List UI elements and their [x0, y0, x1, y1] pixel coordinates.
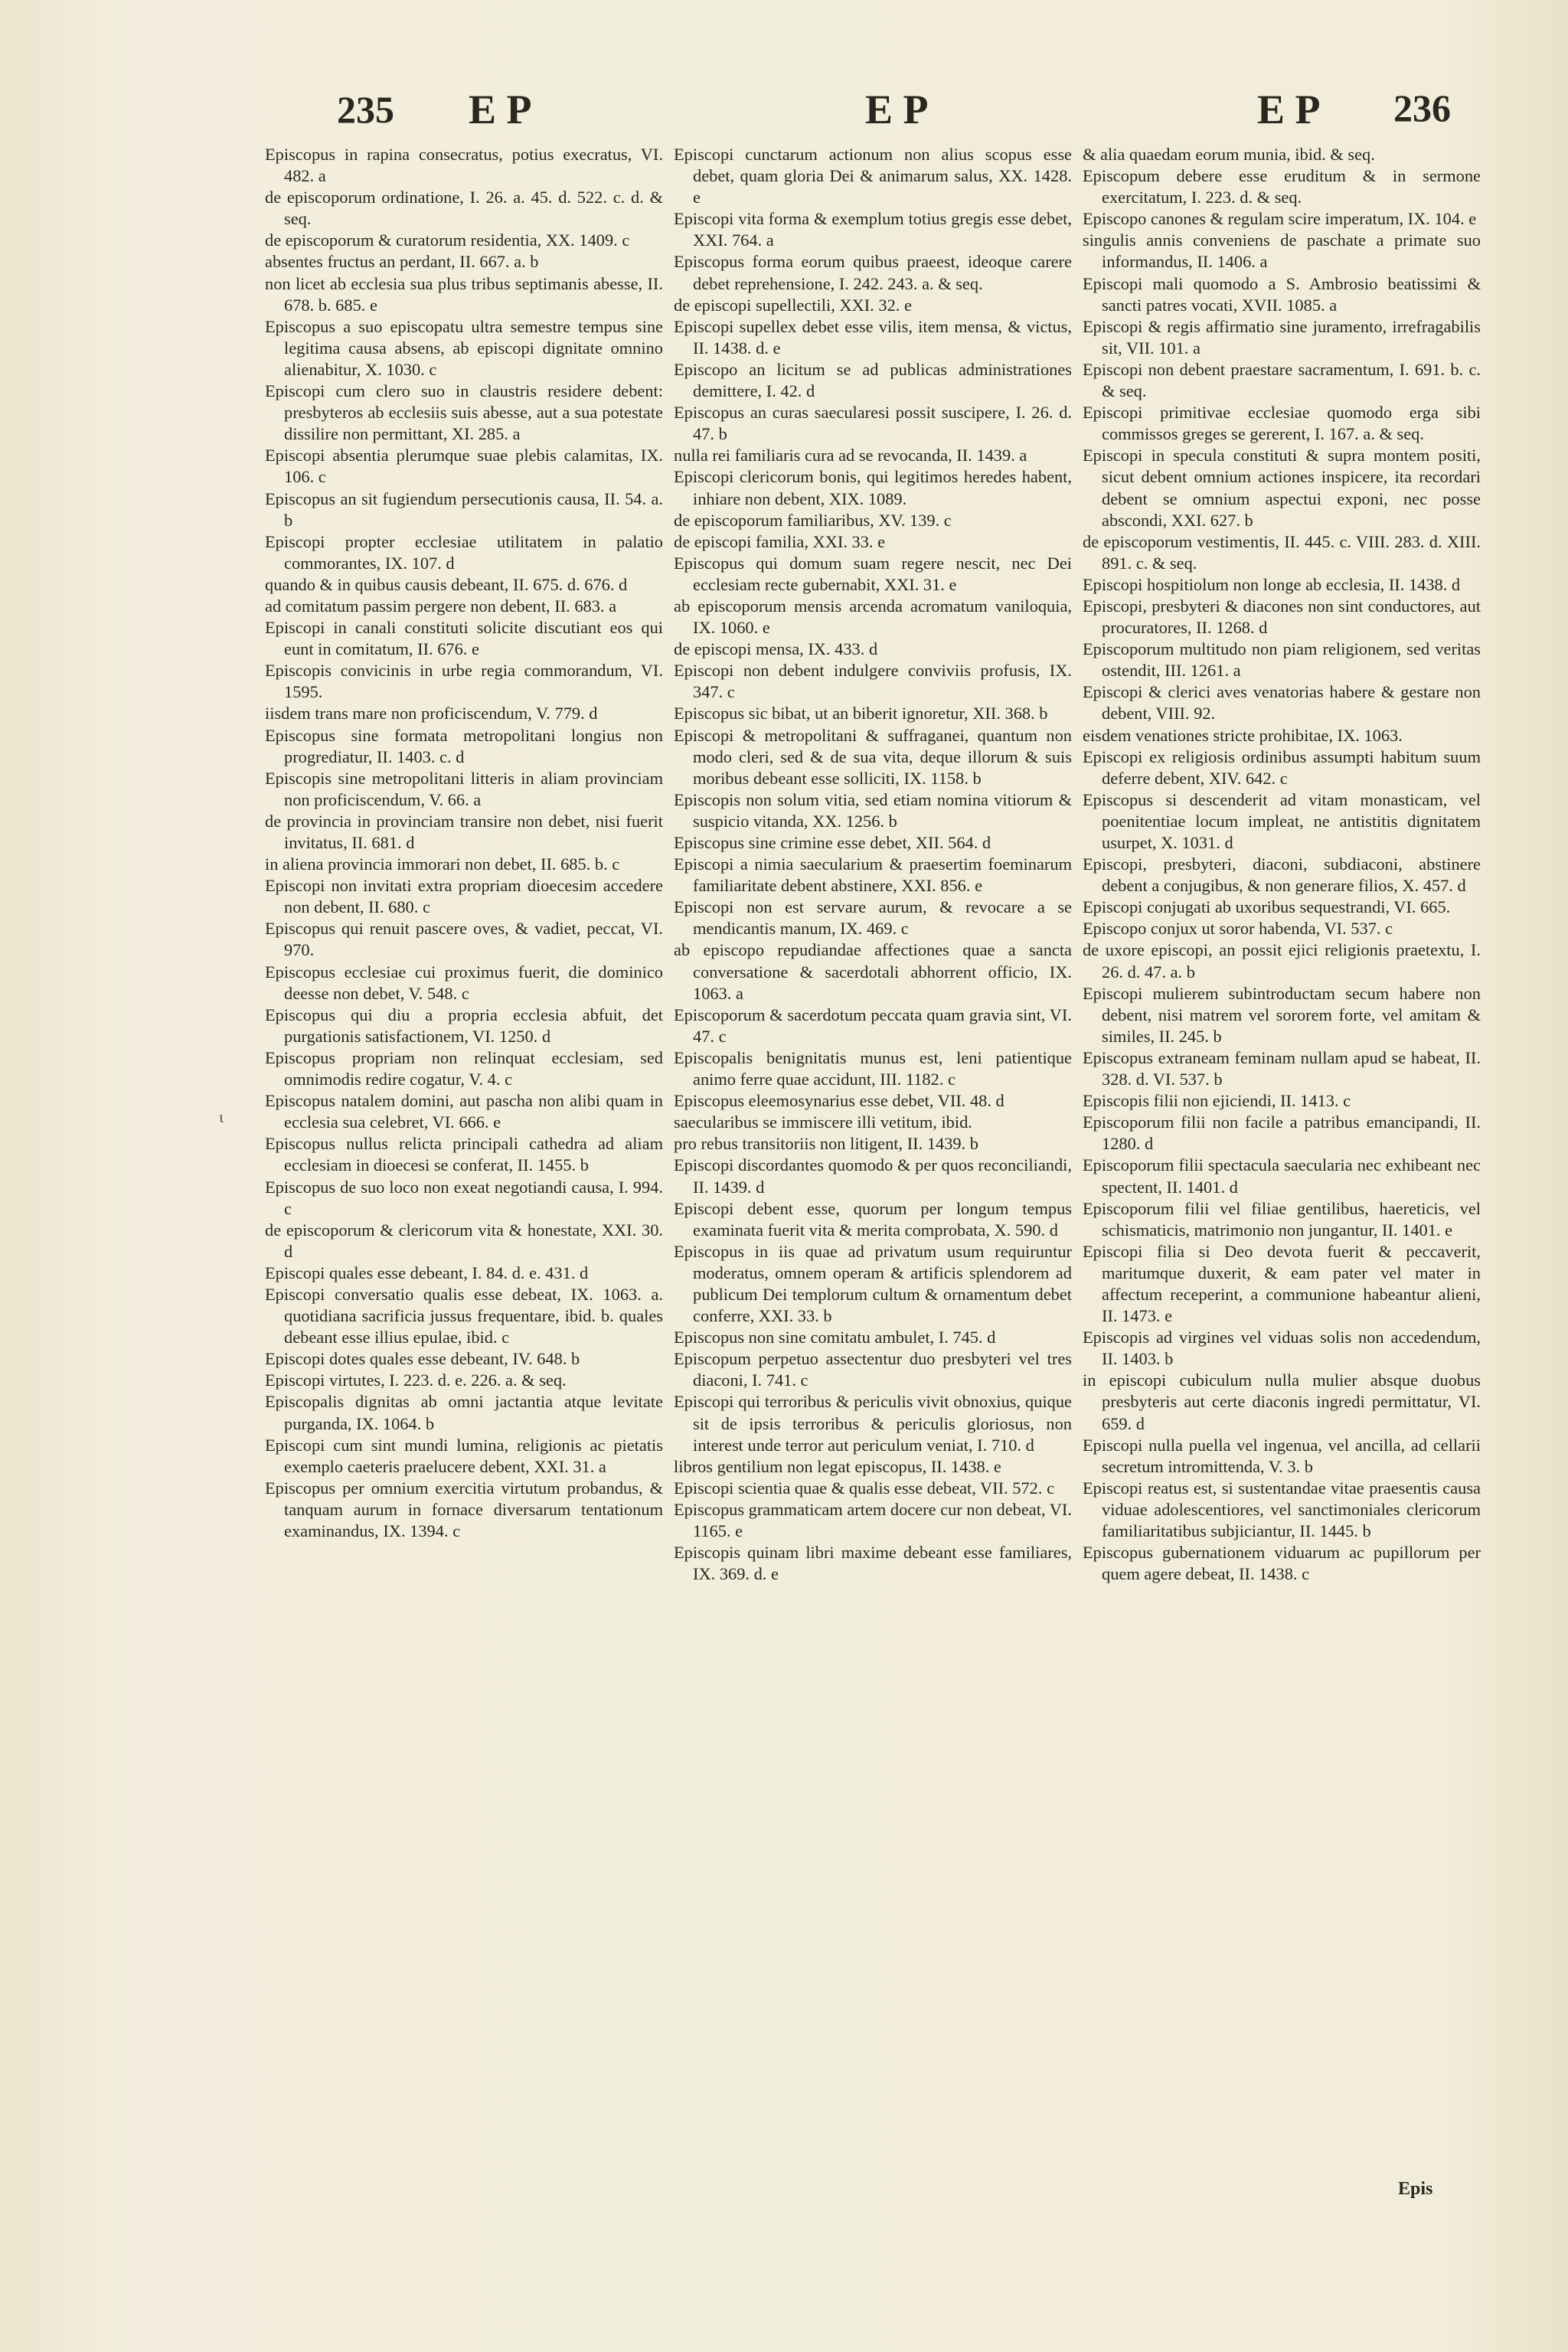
index-entry: Episcopi primitivae ecclesiae quomodo erga sibi commissos greges se gererent, I. 167. a. & seq.	[1083, 403, 1481, 444]
index-entry: Episcopi non debent praestare sacramentum, I. 691. b. c. & seq.	[1083, 359, 1481, 401]
index-entry: de episcoporum ordinatione, I. 26. a. 45. d. 522. c. d. & seq.	[265, 188, 663, 229]
index-entry: Episcopi propter ecclesiae utilitatem in palatio commorantes, IX. 107. d	[265, 531, 663, 573]
index-entry: Episcopi vita forma & exemplum totius gregis esse debet, XXI. 764. a	[674, 209, 1072, 250]
index-entry: Episcopi & clerici aves venatorias habere & gestare non debent, VIII. 92.	[1083, 682, 1481, 724]
index-entry: ab episcoporum mensis arcenda acromatum vaniloquia, IX. 1060. e	[674, 596, 1072, 638]
index-entry: Episcopus non sine comitatu ambulet, I. 745. d	[674, 1328, 996, 1348]
index-entry: Episcopi scientia quae & qualis esse debeat, VII. 572. c	[674, 1478, 1055, 1498]
index-entry: Episcopus sic bibat, ut an biberit ignoretur, XII. 368. b	[674, 704, 1048, 724]
index-entry: Episcopi ex religiosis ordinibus assumpti habitum suum deferre debent, XIV. 642. c	[1083, 746, 1481, 788]
page-number-left: 235	[337, 88, 394, 131]
index-entry: Episcopis filii non ejiciendi, II. 1413. c	[1083, 1091, 1351, 1111]
headword-left: E P	[469, 87, 532, 132]
index-entry: Episcopus an sit fugiendum persecutionis causa, II. 54. a. b	[265, 488, 663, 530]
index-entry: Episcopi qui terroribus & periculis vivit obnoxius, quique sit de ipsis terroribus & periculis gloriosus, non interest unde terror aut periculum veniat, I. 710. d	[674, 1392, 1072, 1455]
index-entry: Episcopus sine crimine esse debet, XII. 564. d	[674, 833, 991, 852]
index-entry: quando & in quibus causis debeant, II. 675. d. 676. d	[265, 574, 628, 594]
index-entry: Episcopi mulierem subintroductam secum habere non debent, nisi matrem vel sororem forte, vel amitam & similes, II. 245. b	[1083, 983, 1481, 1046]
index-entry: singulis annis conveniens de paschate a primate suo informandus, II. 1406. a	[1083, 230, 1481, 272]
index-entry: Episcopi cum sint mundi lumina, religionis ac pietatis exemplo caeteris praelucere debent, XXI. 31. a	[265, 1435, 663, 1476]
index-entry: Episcopi dotes quales esse debeant, IV. 648. b	[265, 1349, 580, 1369]
index-entry: Episcopus grammaticam artem docere cur non debeat, VI. 1165. e	[674, 1499, 1072, 1540]
index-entry: Episcopi mali quomodo a S. Ambrosio beatissimi & sancti patres vocati, XVII. 1085. a	[1083, 273, 1481, 315]
index-entry: Episcopus gubernationem viduarum ac pupillorum per quem agere debeat, II. 1438. c	[1083, 1543, 1481, 1584]
index-entry: Episcopi a nimia saecularium & praesertim foeminarum familiaritate debent abstinere, XXI. 856. e	[674, 854, 1072, 896]
index-entry: non licet ab ecclesia sua plus tribus septimanis abesse, II. 678. b. 685. e	[265, 273, 663, 315]
index-entry: de provincia in provinciam transire non debet, nisi fuerit invitatus, II. 681. d	[265, 811, 663, 852]
index-entry: in episcopi cubiculum nulla mulier absque duobus presbyteris aut certe diaconis ingredi permittatur, VI. 659. d	[1083, 1370, 1481, 1433]
index-entry: ab episcopo repudiandae affectiones quae a sancta conversatione & sacerdotali abhorrent officio, IX. 1063. a	[674, 940, 1072, 1003]
index-entry: Episcopi & regis affirmatio sine juramento, irrefragabilis sit, VII. 101. a	[1083, 316, 1481, 358]
index-entry: Episcopi & metropolitani & suffraganei, quantum non modo cleri, sed & de sua vita, deque illorum & suis moribus debeant esse solliciti, IX. 1158. b	[674, 725, 1072, 788]
index-entry: Episcopi non debent indulgere conviviis profusis, IX. 347. c	[674, 661, 1072, 702]
index-entry: Episcoporum filii spectacula saecularia nec exhibeant nec spectent, II. 1401. d	[1083, 1155, 1481, 1197]
index-entry: ad comitatum passim pergere non debent, II. 683. a	[265, 596, 617, 616]
index-entry: iisdem trans mare non proficiscendum, V. 779. d	[265, 704, 598, 724]
index-entry: Episcopus in iis quae ad privatum usum requiruntur moderatus, omnem operam & artificis splendorem ad publicum Dei templorum cultum & ornamentum debet conferre, XXI. 33. b	[674, 1241, 1072, 1326]
index-entry: Episcopus qui renuit pascere oves, & vadiet, peccat, VI. 970.	[265, 919, 663, 960]
index-entry: de episcoporum & clericorum vita & honestate, XXI. 30. d	[265, 1220, 663, 1261]
index-entry: Episcopis quinam libri maxime debeant esse familiares, IX. 369. d. e	[674, 1543, 1072, 1584]
index-entry: Episcopi conversatio qualis esse debeat, IX. 1063. a. quotidiana sacrificia jussus frequentare, ibid. b. quales debeant esse illius epulae, ibid. c	[265, 1284, 663, 1348]
margin-mark: ι	[219, 1107, 224, 1126]
index-entry: Episcopus in rapina consecratus, potius execratus, VI. 482. a	[265, 145, 663, 186]
index-entry: Episcopi supellex debet esse vilis, item mensa, & victus, II. 1438. d. e	[674, 316, 1072, 358]
index-entry: Episcopus qui diu a propria ecclesia abfuit, det purgationis satisfactionem, VI. 1250. d	[265, 1004, 663, 1046]
index-entry: Episcopis ad virgines vel viduas solis non accedendum, II. 1403. b	[1083, 1328, 1481, 1369]
index-entry: de episcopi familia, XXI. 33. e	[674, 531, 886, 551]
index-entry: absentes fructus an perdant, II. 667. a. b	[265, 252, 539, 272]
index-entry: in aliena provincia immorari non debet, II. 685. b. c	[265, 854, 620, 874]
index-entry: pro rebus transitoriis non litigent, II. 1439. b	[674, 1134, 979, 1154]
index-entry: Episcopi, presbyteri, diaconi, subdiaconi, abstinere debent a conjugibus, & non generare filios, X. 457. d	[1083, 854, 1481, 896]
index-entry: Episcopus a suo episcopatu ultra semestre tempus sine legitima causa absens, ab episcopi dignitate omnino alienabitur, X. 1030. c	[265, 316, 663, 379]
index-entry: Episcopi hospitiolum non longe ab ecclesia, II. 1438. d	[1083, 574, 1461, 594]
index-entry: Episcopus sine formata metropolitani longius non progrediatur, II. 1403. c. d	[265, 725, 663, 766]
headword-center: E P	[865, 87, 929, 132]
page-number-right: 236	[1393, 87, 1451, 129]
index-entry: Episcopalis dignitas ab omni jactantia atque levitate purganda, IX. 1064. b	[265, 1392, 663, 1433]
index-column-2	[674, 144, 1072, 1585]
index-entry: Episcopis non solum vitia, sed etiam nomina vitiorum & suspicio vitanda, XX. 1256. b	[674, 789, 1072, 831]
index-entry: Episcopis convicinis in urbe regia commorandum, VI. 1595.	[265, 661, 663, 702]
index-entry: Episcopum debere esse eruditum & in sermone exercitatum, I. 223. d. & seq.	[1083, 166, 1481, 207]
index-entry: Episcopi virtutes, I. 223. d. e. 226. a. & seq.	[265, 1370, 567, 1390]
index-entry: & alia quaedam eorum munia, ibid. & seq.	[1083, 145, 1375, 164]
index-entry: Episcopi reatus est, si sustentandae vitae praesentis causa viduae adolescentiores, vel sanctimoniales clericorum familiaritatibus subjiciantur, II. 1445. b	[1083, 1478, 1481, 1540]
index-entry: de episcoporum vestimentis, II. 445. c. VIII. 283. d. XIII. 891. c. & seq.	[1083, 531, 1481, 573]
index-entry: Episcopi non est servare aurum, & revocare a se mendicantis manum, IX. 469. c	[674, 897, 1072, 939]
index-entry: Episcopus extraneam feminam nullam apud se habeat, II. 328. d. VI. 537. b	[1083, 1047, 1481, 1089]
index-entry: Episcoporum multitudo non piam religionem, sed veritas ostendit, III. 1261. a	[1083, 639, 1481, 681]
index-entry: libros gentilium non legat episcopus, II. 1438. e	[674, 1456, 1001, 1476]
index-entry: Episcopi quales esse debeant, I. 84. d. e. 431. d	[265, 1263, 589, 1282]
index-entry: Episcopus qui domum suam regere nescit, nec Dei ecclesiam recte gubernabit, XXI. 31. e	[674, 553, 1072, 594]
index-entry: Episcopis sine metropolitani litteris in aliam provinciam non proficiscendum, V. 66. a	[265, 768, 663, 809]
index-entry: Episcopi nulla puella vel ingenua, vel ancilla, ad cellarii secretum intromittenda, V. 3. b	[1083, 1435, 1481, 1476]
index-entry: saecularibus se immiscere illi vetitum, ibid.	[674, 1112, 972, 1132]
index-entry: Episcopo conjux ut soror habenda, VI. 537. c	[1083, 919, 1393, 939]
index-entry: Episcopus ecclesiae cui proximus fuerit, die dominico deesse non debet, V. 548. c	[265, 962, 663, 1003]
headword-right: E P	[1257, 87, 1321, 132]
index-entry: de episcoporum & curatorum residentia, XX. 1409. c	[265, 230, 630, 250]
index-entry: Episcopus nullus relicta principali cathedra ad aliam ecclesiam in dioecesi se conferat, II. 1455. b	[265, 1134, 663, 1175]
index-entry: Episcopum perpetuo assectentur duo presbyteri vel tres diaconi, I. 741. c	[674, 1349, 1072, 1390]
index-entry: Episcopalis benignitatis munus est, leni patientique animo ferre quae accidunt, III. 1182. c	[674, 1047, 1072, 1089]
index-entry: Episcopus natalem domini, aut pascha non alibi quam in ecclesia sua celebret, VI. 666. e	[265, 1091, 663, 1132]
index-entry: Episcopi filia si Deo devota fuerit & peccaverit, maritumque duxerit, & eam pater vel mater in affectum receperint, a communione habeantur alieni, II. 1473. e	[1083, 1241, 1481, 1326]
index-entry: Episcopus per omnium exercitia virtutum probandus, & tanquam aurum in fornace diversarum tentationum examinandus, IX. 1394. c	[265, 1478, 663, 1540]
index-entry: Episcopi absentia plerumque suae plebis calamitas, IX. 106. c	[265, 446, 663, 487]
index-entry: Episcoporum filii non facile a patribus emancipandi, II. 1280. d	[1083, 1112, 1481, 1154]
index-entry: Episcopi cum clero suo in claustris residere debent: presbyteros ab ecclesiis suis abesse, aut a sua potestate dissilire non permittant, XI. 285. a	[265, 381, 663, 444]
index-entry: de episcopi supellectili, XXI. 32. e	[674, 295, 912, 315]
index-entry: Episcopi clericorum bonis, qui legitimos heredes habent, inhiare non debent, XIX. 1089.	[674, 467, 1072, 508]
index-entry: Episcopus de suo loco non exeat negotiandi causa, I. 994. c	[265, 1177, 663, 1218]
index-entry: de episcopi mensa, IX. 433. d	[674, 639, 878, 659]
index-entry: nulla rei familiaris cura ad se revocanda, II. 1439. a	[674, 446, 1027, 466]
catchword: Epis	[1398, 2179, 1433, 2199]
index-column-3	[1083, 144, 1481, 1585]
index-entry: Episcopi cunctarum actionum non alius scopus esse debet, quam gloria Dei & animarum salus, XX. 1428. e	[674, 145, 1072, 207]
index-entry: Episcopi in canali constituti solicite discutiant eos qui eunt in comitatum, II. 676. e	[265, 618, 663, 659]
index-column-1	[265, 144, 663, 1542]
index-entry: Episcopus forma eorum quibus praeest, ideoque carere debet reprehensione, I. 242. 243. a. & seq.	[674, 252, 1072, 293]
index-entry: Episcoporum filii vel filiae gentilibus, haereticis, vel schismaticis, matrimonio non jungantur, II. 1401. e	[1083, 1198, 1481, 1240]
index-entry: Episcopi conjugati ab uxoribus sequestrandi, VI. 665.	[1083, 897, 1451, 917]
index-entry: Episcopi non invitati extra propriam dioecesim accedere non debent, II. 680. c	[265, 876, 663, 917]
index-entry: Episcoporum & sacerdotum peccata quam gravia sint, VI. 47. c	[674, 1004, 1072, 1046]
index-entry: Episcopi discordantes quomodo & per quos reconciliandi, II. 1439. d	[674, 1155, 1072, 1197]
index-entry: de episcoporum familiaribus, XV. 139. c	[674, 510, 952, 530]
index-entry: Episcopo canones & regulam scire imperatum, IX. 104. e	[1083, 209, 1477, 229]
index-entry: Episcopi in specula constituti & supra montem positi, sicut debent omnium actiones inspicere, ita recordari debent se omnium aspectui exponi, nec posse abscondi, XXI. 627. b	[1083, 446, 1481, 530]
index-entry: Episcopus eleemosynarius esse debet, VII. 48. d	[674, 1091, 1004, 1111]
index-entry: de uxore episcopi, an possit ejici religionis praetextu, I. 26. d. 47. a. b	[1083, 940, 1481, 982]
index-entry: Episcopus propriam non relinquat ecclesiam, sed omnimodis redire cogatur, V. 4. c	[265, 1047, 663, 1089]
index-entry: Episcopus an curas saecularesi possit suscipere, I. 26. d. 47. b	[674, 403, 1072, 444]
index-entry: eisdem venationes stricte prohibitae, IX. 1063.	[1083, 725, 1403, 745]
index-entry: Episcopi debent esse, quorum per longum tempus examinata fuerit vita & merita comprobata, X. 590. d	[674, 1198, 1072, 1240]
page-header	[0, 83, 1568, 136]
index-entry: Episcopo an licitum se ad publicas administrationes demittere, I. 42. d	[674, 359, 1072, 401]
index-entry: Episcopi, presbyteri & diacones non sint conductores, aut procuratores, II. 1268. d	[1083, 596, 1481, 638]
index-entry: Episcopus si descenderit ad vitam monasticam, vel poenitentiae locum impleat, ne antistitis dignitatem usurpet, X. 1031. d	[1083, 789, 1481, 852]
